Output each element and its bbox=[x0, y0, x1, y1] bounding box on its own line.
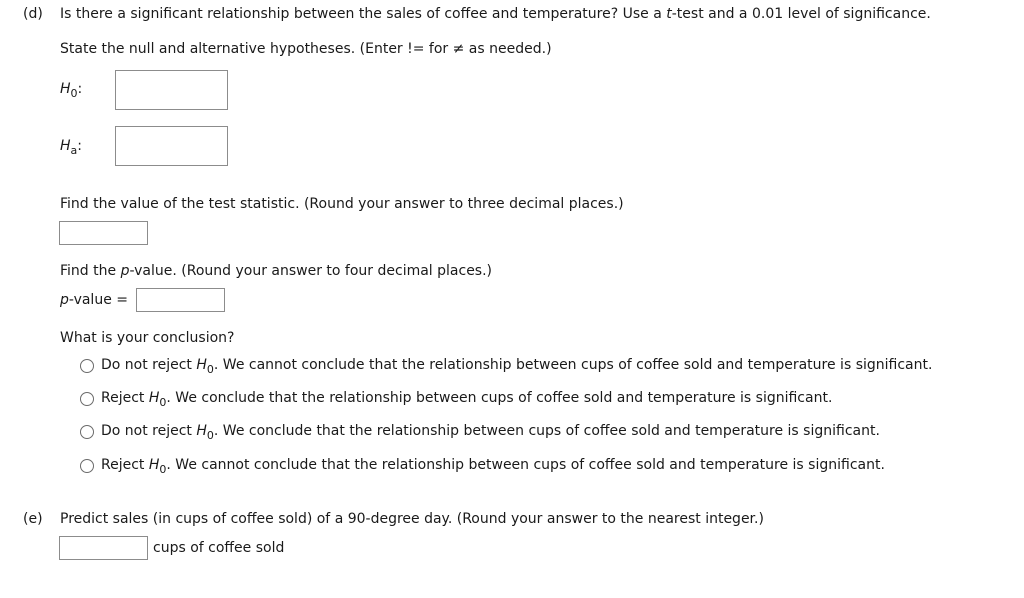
hypotheses-instruction: State the null and alternative hypotheses. (Enter != for ≠ as needed.) bbox=[60, 41, 552, 57]
pvalue-input[interactable] bbox=[136, 288, 225, 312]
conclusion-option-3[interactable]: Do not reject $H_0$. We conclude that the relationship between cups of coffee sold and temperature is significant. bbox=[101, 423, 880, 442]
conclusion-radio-2[interactable] bbox=[80, 392, 94, 406]
ha-input[interactable] bbox=[115, 126, 228, 166]
conclusion-option-1[interactable]: Do not reject $H_0$. We cannot conclude that the relationship between cups of coffee sold and temperature is significant. bbox=[101, 357, 933, 376]
conclusion-radio-1[interactable] bbox=[80, 359, 94, 373]
conclusion-prompt: What is your conclusion? bbox=[60, 330, 235, 346]
part-e-marker: (e) bbox=[23, 511, 43, 527]
ha-label: $H_a$: bbox=[60, 138, 82, 157]
sales-prediction-input[interactable] bbox=[59, 536, 148, 560]
conclusion-radio-4[interactable] bbox=[80, 459, 94, 473]
conclusion-option-2[interactable]: Reject $H_0$. We conclude that the relationship between cups of coffee sold and temperature is significant. bbox=[101, 390, 833, 409]
test-statistic-prompt: Find the value of the test statistic. (Round your answer to three decimal places.) bbox=[60, 196, 624, 212]
part-e-question: Predict sales (in cups of coffee sold) of a 90-degree day. (Round your answer to the nearest integer.) bbox=[60, 511, 764, 527]
pvalue-prompt: Find the p-value. (Round your answer to four decimal places.) bbox=[60, 263, 493, 279]
h0-input[interactable] bbox=[115, 70, 228, 110]
conclusion-option-4[interactable]: Reject $H_0$. We cannot conclude that the relationship between cups of coffee sold and temperature is significant. bbox=[101, 457, 885, 476]
test-statistic-input[interactable] bbox=[59, 221, 148, 245]
sales-unit-label: cups of coffee sold bbox=[153, 540, 285, 556]
part-d-marker: (d) bbox=[23, 6, 43, 22]
conclusion-radio-3[interactable] bbox=[80, 425, 94, 439]
part-d-question: Is there a significant relationship between the sales of coffee and temperature? Use a t-test and a 0.01 level of significance. bbox=[60, 6, 931, 22]
h0-label: $H_0$: bbox=[60, 81, 83, 100]
pvalue-label: p-value = bbox=[60, 292, 128, 308]
